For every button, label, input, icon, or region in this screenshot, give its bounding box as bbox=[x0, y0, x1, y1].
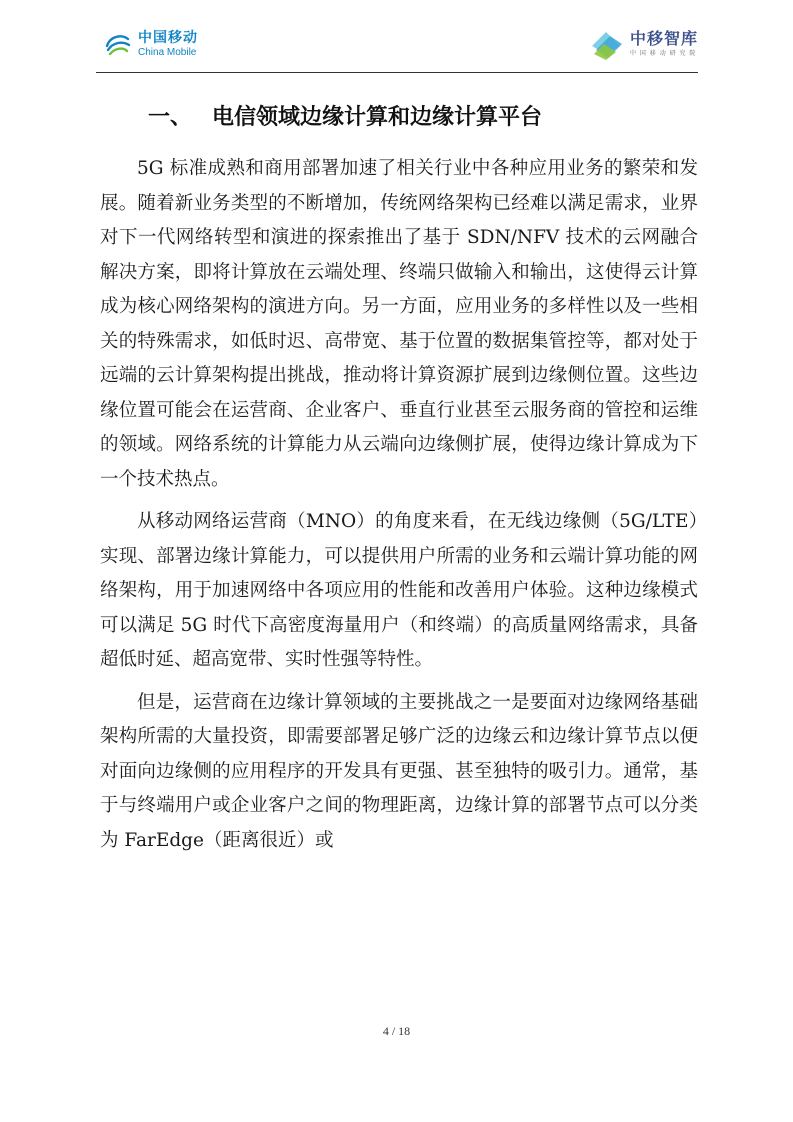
section-heading bbox=[148, 100, 542, 131]
china-mobile-logo bbox=[104, 30, 198, 58]
paragraph: 从移动网络运营商（MNO）的角度来看，在无线边缘侧（5G/LTE）实现、部署边缘计算能力，可以提供用户所需的业务和云端计算功能的网络架构，用于加速网络中各项应用的性能和改善用户体验。这种边缘模式可以满足 5G 时代下高密度海量用户（和终端）的高质量网络需求，具备超低时延、超高宽带、实时性强等特性。 bbox=[100, 511, 698, 670]
paragraph: 5G 标准成熟和商用部署加速了相关行业中各种应用业务的繁荣和发展。随着新业务类型的不断增加，传统网络架构已经难以满足需求，业界对下一代网络转型和演进的探索推出了基于 SDN/NFV 技术的云网融合解决方案，即将计算放在云端处理、终端只做输入和输出，这使得云计算成为核心网络架构的演进方向。另一方面，应用业务的多样性以及一些相关的特殊需求，如低时迟、高带宽、基于位置的数据集管控等，都对处于远端的云计算架构提出挑战，推动将计算资源扩展到边缘侧位置。这些边缘位置可能会在运营商、企业客户、垂直行业甚至云服务商的管控和运维的领域。网络系统的计算能力从云端向边缘侧扩展，使得边缘计算成为下一个技术热点。 bbox=[100, 158, 698, 490]
section-number: 一、 bbox=[148, 105, 193, 130]
page-number: 4 / 18 bbox=[382, 1024, 411, 1038]
cmri-cn: 中移智库 bbox=[629, 29, 698, 48]
china-mobile-logo-icon bbox=[104, 30, 132, 58]
paragraph: 但是，运营商在边缘计算领域的主要挑战之一是要面对边缘网络基础架构所需的大量投资，即需要部署足够广泛的边缘云和边缘计算节点以便对面向边缘侧的应用程序的开发具有更强、甚至独特的吸引力。通常，基于与终端用户或企业客户之间的物理距离，边缘计算的部署节点可以分类为 FarEdge（距离很近）或 bbox=[100, 691, 698, 851]
page-header bbox=[96, 22, 698, 72]
header-divider bbox=[96, 72, 698, 73]
body-content bbox=[100, 152, 698, 866]
china-mobile-cn: 中国移动 bbox=[138, 29, 198, 46]
section-title: 电信领域边缘计算和边缘计算平台 bbox=[212, 105, 543, 130]
china-mobile-en: China Mobile bbox=[138, 46, 197, 58]
cmri-logo bbox=[586, 24, 698, 64]
cmri-sub: 中 国 移 动 研 究 院 bbox=[629, 50, 697, 57]
cmri-think-tank-logo-icon bbox=[586, 24, 626, 64]
